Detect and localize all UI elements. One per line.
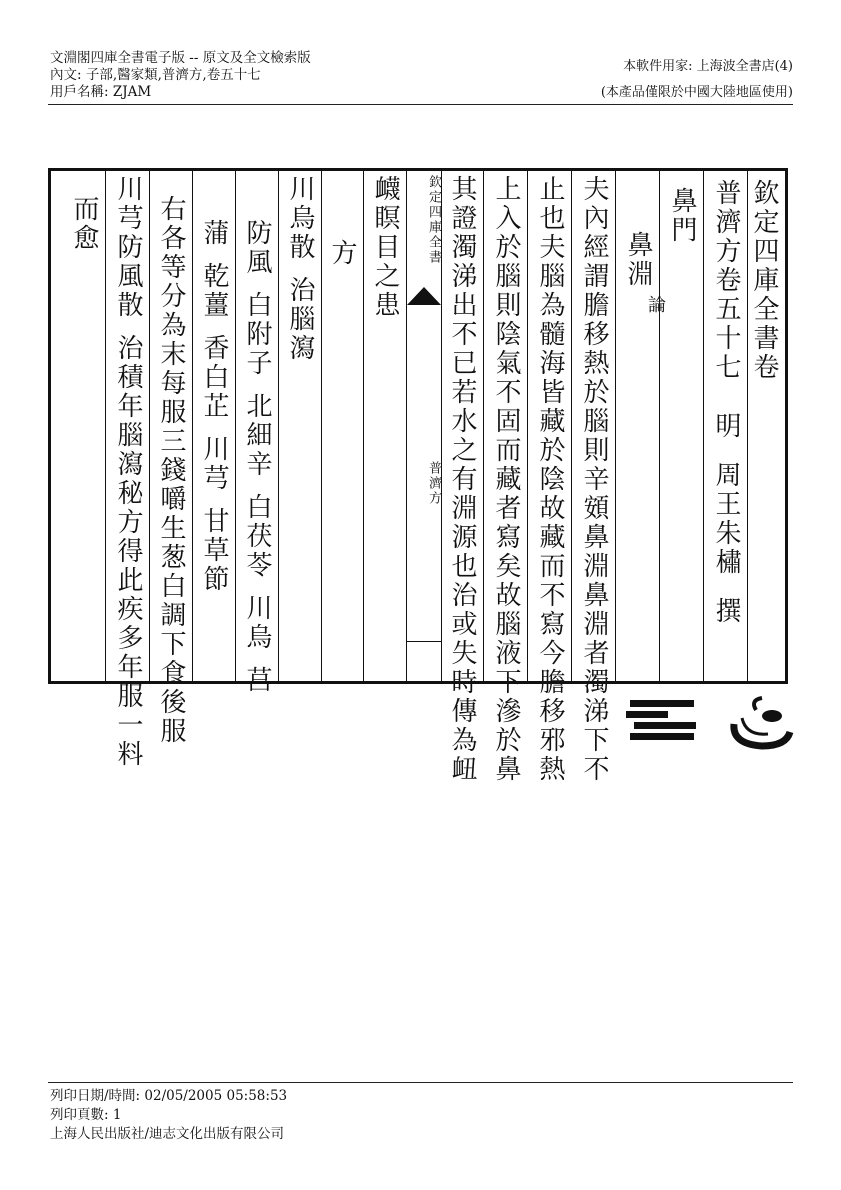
column-text: 而愈 [69,195,99,253]
publisher-logo-seal [728,694,794,752]
header-region-notice: (本產品僅限於中國大陸地區使用) [600,85,793,100]
column-text [106,171,149,769]
header-right [601,54,793,106]
column-text [279,171,321,363]
text-column [105,171,149,769]
column-segment: 普濟方卷五十七 [711,179,741,382]
column-segment: 治腦瀉 [285,276,315,363]
text-column [363,171,406,681]
column-text [193,171,235,594]
column-segment: 防風 [242,219,272,277]
gutter-bottom-text: 普濟方 [426,461,441,506]
text-frame [48,168,788,784]
column-segment: 莒 [242,666,272,695]
column-segment: 甘草節 [199,507,229,594]
text-column [659,171,703,681]
column-text: 止也夫腦為髓海皆藏於陰故藏而不寫今膽移邪熱 [535,175,565,784]
column-segment: 川烏散 [285,175,315,262]
column-text: 方 [327,239,357,268]
column-text: 上入於腦則陰氣不固而藏者寫矣故腦液下滲於鼻 [491,175,521,784]
text-column [703,171,747,681]
text-column [615,171,666,681]
publisher-logo-bars [626,694,698,744]
column-text [236,171,278,695]
header-licensee: 本軟件用家: 上海波全書店(4) [623,59,793,74]
print-datetime: 列印日期/時間: 02/05/2005 05:58:53 [50,1088,288,1104]
text-column [235,171,278,695]
column-segment: 川芎 [199,435,229,493]
column-segment: 乾薑 [199,262,229,320]
column-text [704,171,747,626]
text-column [571,171,615,784]
header-divider [48,104,793,105]
text-column [747,171,785,681]
column-segment: 周王朱橚 [711,461,741,577]
header-content-path: 內文: 子部,醫家類,普濟方,卷五十七 [50,67,261,83]
publisher-credit: 上海人民出版社/迪志文化出版有限公司 [50,1126,285,1142]
column-segment: 撰 [711,597,741,626]
footer-divider [48,1082,793,1083]
gutter-top-text: 欽定四庫全書 [426,175,441,265]
column-segment: 川烏 [242,594,272,652]
header-title: 文淵閣四庫全書電子版 -- 原文及全文檢索版 [50,50,311,66]
column-segment: 鼻淵 [623,231,653,289]
column-text [616,171,659,289]
column-annotation: 論 [645,295,666,314]
gutter-rule [407,641,441,642]
column-text: 其證濁涕出不已若水之有淵源也治或失時傳為衄 [447,175,477,784]
column-segment: 蒲 [199,219,229,248]
text-column [441,171,483,784]
column-segment: 川芎防風散 [113,175,143,320]
text-column [527,171,571,784]
text-column [483,171,527,784]
header-left [50,50,311,101]
column-segment: 明 [711,412,741,441]
column-text: 欽定四庫全書卷 [749,179,779,382]
column-segment: 治積年腦瀉秘方得此疾多年服一料 [113,334,143,769]
column-segment: 白附子 [242,291,272,378]
text-column [192,171,235,681]
text-column [149,171,192,746]
print-page-count: 列印頁數: 1 [50,1107,122,1123]
column-segment: 香白芷 [199,334,229,421]
text-column [278,171,321,681]
text-column [51,171,105,681]
column-segment: 北細辛 [242,392,272,479]
column-text: 夫內經謂膽移熱於腦則辛頞鼻淵鼻淵者濁涕下不 [579,175,609,784]
column-text: 右各等分為末每服三錢嚼生葱白調下食後服 [156,195,186,746]
footer [50,1087,287,1144]
column-text: 鼻門 [667,187,697,245]
column-segment: 白茯苓 [242,493,272,580]
header-user: 用戶名稱: ZJAM [50,84,152,100]
fish-tail-mark [407,287,441,305]
gutter-column [406,171,441,681]
column-text: 衊瞑目之患 [370,175,400,320]
text-column [321,171,363,681]
